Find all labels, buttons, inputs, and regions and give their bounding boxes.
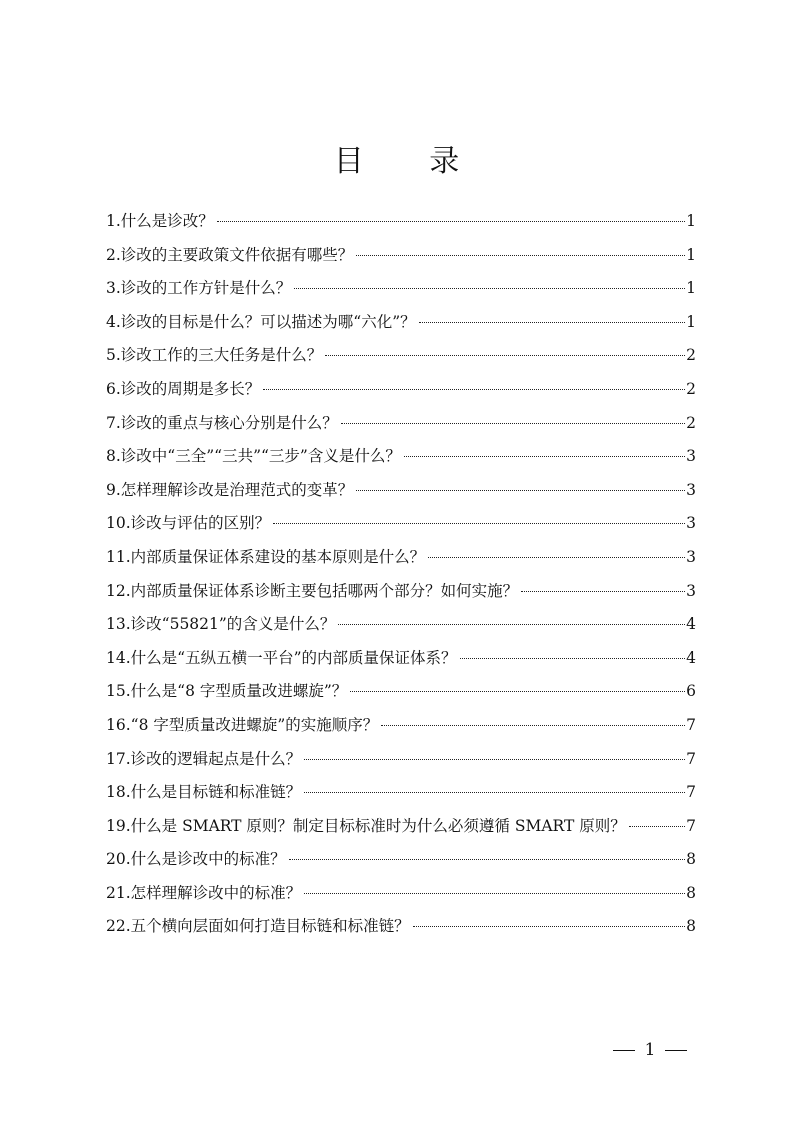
toc-entry-number: 9. [106,480,121,499]
toc-entry-number: 20. [106,850,131,869]
toc-entry-number: 19. [106,816,131,835]
toc-entry-page-number: 1 [686,279,696,298]
toc-entry[interactable] [106,776,696,810]
toc-entry-page-number: 1 [686,212,696,230]
toc-entry-number: 18. [106,783,131,802]
toc-dot-leader [404,456,685,457]
toc-entry[interactable] [106,810,696,844]
toc-entry[interactable] [106,608,696,642]
toc-entry-page-number: 4 [686,615,696,634]
toc-entry-title: “8 字型质量改进螺旋”的实施顺序？ [130,715,379,734]
page-title: 目 录 [333,144,488,179]
toc-entry-page-number: 8 [686,917,696,936]
toc-entry-number: 22. [106,917,131,936]
toc-entry-number: 8. [106,447,121,466]
footer-page-number: 1 [644,1040,656,1060]
toc-entry-page-number: 8 [686,850,696,869]
toc-entry-title: 什么是诊改？ [120,212,214,230]
toc-entry-title: 什么是 SMART 原则？制定目标标准时为什么必须遵循 SMART 原则？ [130,816,626,835]
toc-entry[interactable] [106,373,696,407]
toc-entry-page-number: 7 [686,783,696,802]
toc-entry-title: 五个横向层面如何打造目标链和标准链？ [130,917,410,936]
toc-entry-title: 什么是“8 字型质量改进螺旋”？ [130,682,348,701]
toc-entry[interactable] [106,407,696,441]
toc-entry-title: 诊改的目标是什么？可以描述为哪“六化”？ [120,312,416,331]
toc-entry[interactable] [106,272,696,306]
toc-dot-leader [356,490,685,491]
toc-entry-page-number: 1 [686,245,696,264]
toc-entry[interactable] [106,575,696,609]
toc-entry-title: 诊改的工作方针是什么？ [120,279,292,298]
toc-entry-title: 诊改“55821”的含义是什么？ [130,615,336,634]
toc-entry-page-number: 7 [686,816,696,835]
toc-entry-number: 14. [106,648,131,667]
page-footer [600,1040,700,1060]
toc-entry-number: 6. [106,379,121,398]
toc-entry-number: 10. [106,514,131,533]
toc-entry-number: 16. [106,715,131,734]
toc-dot-leader [356,255,685,256]
toc-entry-page-number: 8 [686,883,696,902]
toc-entry-number: 17. [106,749,131,768]
toc-dot-leader [217,221,685,222]
toc-entry-page-number: 4 [686,648,696,667]
toc-dot-leader [629,826,685,827]
toc-dot-leader [304,792,685,793]
toc-entry-number: 3. [106,279,121,298]
toc-entry-title: 诊改的逻辑起点是什么？ [130,749,302,768]
footer-dash-right [665,1050,687,1051]
toc-entry-title: 诊改的重点与核心分别是什么？ [120,413,338,432]
footer-dash-left [613,1050,635,1051]
toc-dot-leader [294,288,685,289]
toc-entry-page-number: 2 [686,346,696,365]
toc-entry-page-number: 3 [686,514,696,533]
toc-dot-leader [338,624,685,625]
toc-dot-leader [419,322,685,323]
toc-entry-title: 诊改与评估的区别？ [130,514,271,533]
toc-dot-leader [341,423,685,424]
toc-entry[interactable] [106,642,696,676]
toc-entry[interactable] [106,205,696,239]
toc-entry-number: 7. [106,413,121,432]
toc-entry[interactable] [106,339,696,373]
toc-entry-title: 怎样理解诊改是治理范式的变革？ [120,480,354,499]
toc-entry-title: 诊改工作的三大任务是什么？ [120,346,323,365]
toc-entry-number: 15. [106,682,131,701]
toc-entry-title: 什么是目标链和标准链？ [130,783,302,802]
toc-entry-title: 什么是“五纵五横一平台”的内部质量保证体系？ [130,648,457,667]
toc-entry[interactable] [106,474,696,508]
toc-dot-leader [381,725,685,726]
toc-entry[interactable] [106,507,696,541]
toc-dot-leader [325,355,685,356]
toc-entry[interactable] [106,675,696,709]
toc-dot-leader [428,557,685,558]
toc-entry[interactable] [106,709,696,743]
toc-entry-page-number: 3 [686,447,696,466]
toc-entry-title: 诊改的主要政策文件依据有哪些？ [120,245,354,264]
toc-dot-leader [521,591,685,592]
toc-entry-page-number: 7 [686,749,696,768]
toc-entry-page-number: 3 [686,480,696,499]
toc-dot-leader [413,926,685,927]
toc-entry[interactable] [106,877,696,911]
toc-dot-leader [289,859,685,860]
toc-entry[interactable] [106,541,696,575]
toc-entry-title: 诊改中“三全”“三共”“三步”含义是什么？ [120,447,401,466]
toc-entry[interactable] [106,843,696,877]
toc-entry-title: 内部质量保证体系诊断主要包括哪两个部分？如何实施？ [130,581,519,600]
toc-entry-page-number: 6 [686,682,696,701]
toc-entry[interactable] [106,743,696,777]
toc-dot-leader [350,691,685,692]
toc-entry-number: 11. [106,547,131,566]
toc-entry-title: 诊改的周期是多长？ [120,379,261,398]
toc-entry-number: 21. [106,883,131,902]
toc-dot-leader [304,759,685,760]
toc-entry[interactable] [106,239,696,273]
toc-dot-leader [460,658,686,659]
toc-entry-title: 怎样理解诊改中的标准？ [130,883,302,902]
toc-entry[interactable] [106,440,696,474]
toc-dot-leader [304,893,685,894]
toc-entry-title: 什么是诊改中的标准？ [130,850,286,869]
toc-entry-title: 内部质量保证体系建设的基本原则是什么？ [130,547,426,566]
toc-entry-page-number: 2 [686,379,696,398]
toc-entry-number: 13. [106,615,131,634]
toc-entry-page-number: 1 [686,312,696,331]
toc-entry[interactable] [106,306,696,340]
table-of-contents [106,205,696,944]
toc-entry-page-number: 3 [686,581,696,600]
toc-entry-page-number: 3 [686,547,696,566]
toc-entry[interactable] [106,910,696,944]
toc-entry-number: 2. [106,245,121,264]
toc-entry-number: 12. [106,581,131,600]
toc-entry-number: 5. [106,346,121,365]
toc-entry-page-number: 2 [686,413,696,432]
toc-entry-number: 4. [106,312,121,331]
toc-dot-leader [273,523,685,524]
toc-entry-page-number: 7 [686,715,696,734]
toc-dot-leader [263,389,685,390]
toc-entry-number: 1. [106,212,121,230]
